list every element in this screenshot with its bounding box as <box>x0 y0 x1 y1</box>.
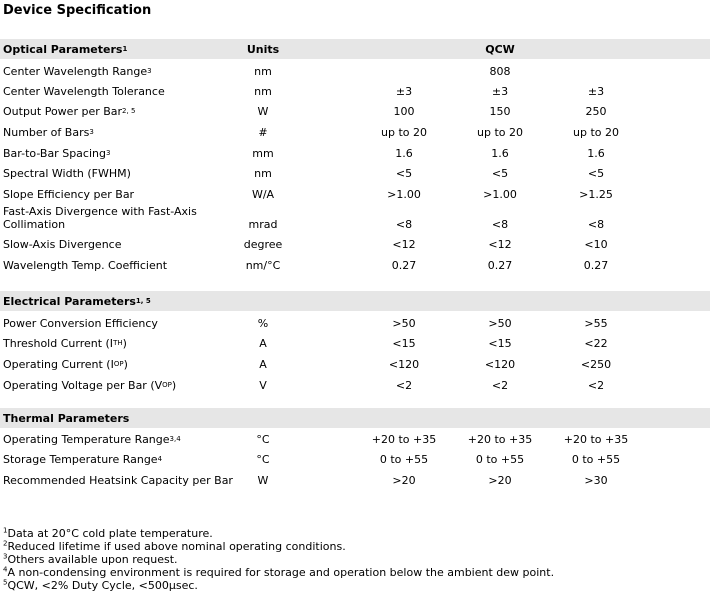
row-value: 0.27 <box>487 258 513 272</box>
row-unit: % <box>257 316 269 330</box>
row-value: +20 to +35 <box>563 432 629 446</box>
units-header: Units <box>246 42 280 56</box>
footnote-text: A non-condensing environment is required for storage and operation below the ambient dew point. <box>7 566 555 579</box>
row-value: >20 <box>392 473 416 487</box>
table-row <box>0 184 710 204</box>
row-unit: °C <box>256 432 270 446</box>
thermal-header-label: Thermal Parameters <box>3 411 130 425</box>
row-value: 1.6 <box>491 146 509 160</box>
row-label: Number of Bars 3 <box>3 125 94 139</box>
row-value: +20 to +35 <box>371 432 437 446</box>
thermal-header-row <box>0 408 710 428</box>
row-value: <5 <box>395 166 413 180</box>
row-value: 0 to +55 <box>379 452 429 466</box>
row-value: <12 <box>392 237 416 251</box>
table-row <box>0 204 710 232</box>
row-unit: W/A <box>251 187 275 201</box>
row-value: 100 <box>393 104 415 118</box>
row-value: >55 <box>584 316 608 330</box>
footnote-num: 3 <box>3 552 8 561</box>
row-unit: A <box>259 336 267 350</box>
row-value: 0.27 <box>391 258 417 272</box>
optical-header-row <box>0 39 710 59</box>
row-value: up to 20 <box>573 125 619 139</box>
table-row <box>0 354 710 374</box>
row-value: up to 20 <box>477 125 523 139</box>
row-unit: W <box>257 104 269 118</box>
table-row <box>0 81 710 101</box>
row-unit: nm <box>254 84 272 98</box>
row-value: >1.00 <box>387 187 421 201</box>
row-unit: nm <box>254 64 272 78</box>
row-label: Operating Temperature Range 3,4 <box>3 432 181 446</box>
footnote-text: Others available upon request. <box>7 553 178 566</box>
row-value: >20 <box>488 473 512 487</box>
table-row <box>0 449 710 469</box>
row-label-text: Output Power per Bar <box>3 104 123 118</box>
row-value: ±3 <box>587 84 605 98</box>
row-unit: nm <box>254 166 272 180</box>
row-value: <8 <box>395 217 413 231</box>
row-label: Slope Efficiency per Bar <box>3 187 135 201</box>
row-unit: nm/°C <box>245 258 281 272</box>
row-value: <15 <box>488 336 512 350</box>
row-value: <22 <box>584 336 608 350</box>
footnote-num: 4 <box>3 565 8 574</box>
table-row <box>0 234 710 254</box>
row-value: ±3 <box>491 84 509 98</box>
row-value: <8 <box>491 217 509 231</box>
footnote-num: 5 <box>3 578 8 587</box>
row-value: <15 <box>392 336 416 350</box>
row-label: Operating Voltage per Bar (V OP ) <box>3 378 177 392</box>
row-label-text: Threshold Current (I <box>3 336 114 350</box>
row-label-text: Bar-to-Bar Spacing <box>3 146 106 160</box>
row-label: Spectral Width (FWHM) <box>3 166 131 180</box>
table-row <box>0 143 710 163</box>
row-label-text: Number of Bars <box>3 125 90 139</box>
row-label-text: Center Wavelength Range <box>3 64 148 78</box>
row-label-text: Operating Temperature Range <box>3 432 170 446</box>
row-value: <120 <box>388 357 420 371</box>
row-value: >1.25 <box>579 187 613 201</box>
footnote <box>3 527 554 540</box>
footnote <box>3 540 554 553</box>
row-label: Operating Current (I OP ) <box>3 357 128 371</box>
table-row <box>0 101 710 121</box>
table-row <box>0 122 710 142</box>
footnote <box>3 579 554 592</box>
footnote-text: Reduced lifetime if used above nominal operating conditions. <box>7 540 346 553</box>
footnote-text: QCW, <2% Duty Cycle, <500µsec. <box>7 579 198 592</box>
electrical-header-label: Electrical Parameters 1, 5 <box>3 294 151 308</box>
row-label: Bar-to-Bar Spacing 3 <box>3 146 111 160</box>
row-value: ±3 <box>395 84 413 98</box>
electrical-header-text: Electrical Parameters <box>3 294 136 308</box>
row-label: Wavelength Temp. Coefficient <box>3 258 168 272</box>
table-row <box>0 429 710 449</box>
row-label: Fast-Axis Divergence with Fast-Axis Collimation <box>3 205 197 231</box>
row-label: Center Wavelength Range 3 <box>3 64 152 78</box>
row-value: >1.00 <box>483 187 517 201</box>
row-label: Center Wavelength Tolerance <box>3 84 165 98</box>
row-unit: °C <box>256 452 270 466</box>
row-value: 250 <box>585 104 607 118</box>
row-value: 150 <box>489 104 511 118</box>
footnote-num: 2 <box>3 539 8 548</box>
row-unit: degree <box>243 237 283 251</box>
table-row <box>0 163 710 183</box>
row-value: >30 <box>584 473 608 487</box>
row-label-text: Storage Temperature Range <box>3 452 158 466</box>
row-label: Storage Temperature Range 4 <box>3 452 163 466</box>
row-value: <2 <box>491 378 509 392</box>
row-label: Recommended Heatsink Capacity per Bar <box>3 473 233 487</box>
row-value: <2 <box>587 378 605 392</box>
row-value: >50 <box>392 316 416 330</box>
row-value: <250 <box>580 357 612 371</box>
row-value: <5 <box>587 166 605 180</box>
row-value: +20 to +35 <box>467 432 533 446</box>
footnote <box>3 553 554 566</box>
footnote-num: 1 <box>3 526 8 535</box>
row-unit: # <box>258 125 268 139</box>
row-value: 1.6 <box>395 146 413 160</box>
optical-header-text: Optical Parameters <box>3 42 123 56</box>
row-unit: W <box>257 473 269 487</box>
row-value: <12 <box>488 237 512 251</box>
table-row <box>0 61 710 81</box>
table-row <box>0 375 710 395</box>
row-label-text: Operating Voltage per Bar (V <box>3 378 163 392</box>
table-row <box>0 255 710 275</box>
row-value: 0.27 <box>583 258 609 272</box>
footnote <box>3 566 554 579</box>
row-value: <10 <box>584 237 608 251</box>
row-value: <120 <box>484 357 516 371</box>
row-value: <5 <box>491 166 509 180</box>
row-value: 808 <box>489 64 511 78</box>
row-value: <2 <box>395 378 413 392</box>
row-value: 1.6 <box>587 146 605 160</box>
row-value: >50 <box>488 316 512 330</box>
electrical-header-row <box>0 291 710 311</box>
table-row <box>0 470 710 490</box>
row-label: Output Power per Bar 2, 5 <box>3 104 136 118</box>
row-unit: V <box>259 378 267 392</box>
row-unit: A <box>259 357 267 371</box>
footnotes <box>3 527 554 592</box>
row-value: up to 20 <box>381 125 427 139</box>
row-label-text: Operating Current (I <box>3 357 114 371</box>
row-unit: mrad <box>248 217 278 231</box>
table-row <box>0 333 710 353</box>
row-unit: mm <box>252 146 274 160</box>
row-label: Threshold Current (I TH ) <box>3 336 127 350</box>
optical-header-label: Optical Parameters 1 <box>3 42 128 56</box>
table-row <box>0 313 710 333</box>
footnote-text: Data at 20°C cold plate temperature. <box>7 527 213 540</box>
qcw-header: QCW <box>485 42 515 56</box>
row-label: Slow-Axis Divergence <box>3 237 122 251</box>
row-value: <8 <box>587 217 605 231</box>
row-value: 0 to +55 <box>571 452 621 466</box>
page-title: Device Specification <box>3 3 152 18</box>
row-value: 0 to +55 <box>475 452 525 466</box>
row-label: Power Conversion Efficiency <box>3 316 158 330</box>
